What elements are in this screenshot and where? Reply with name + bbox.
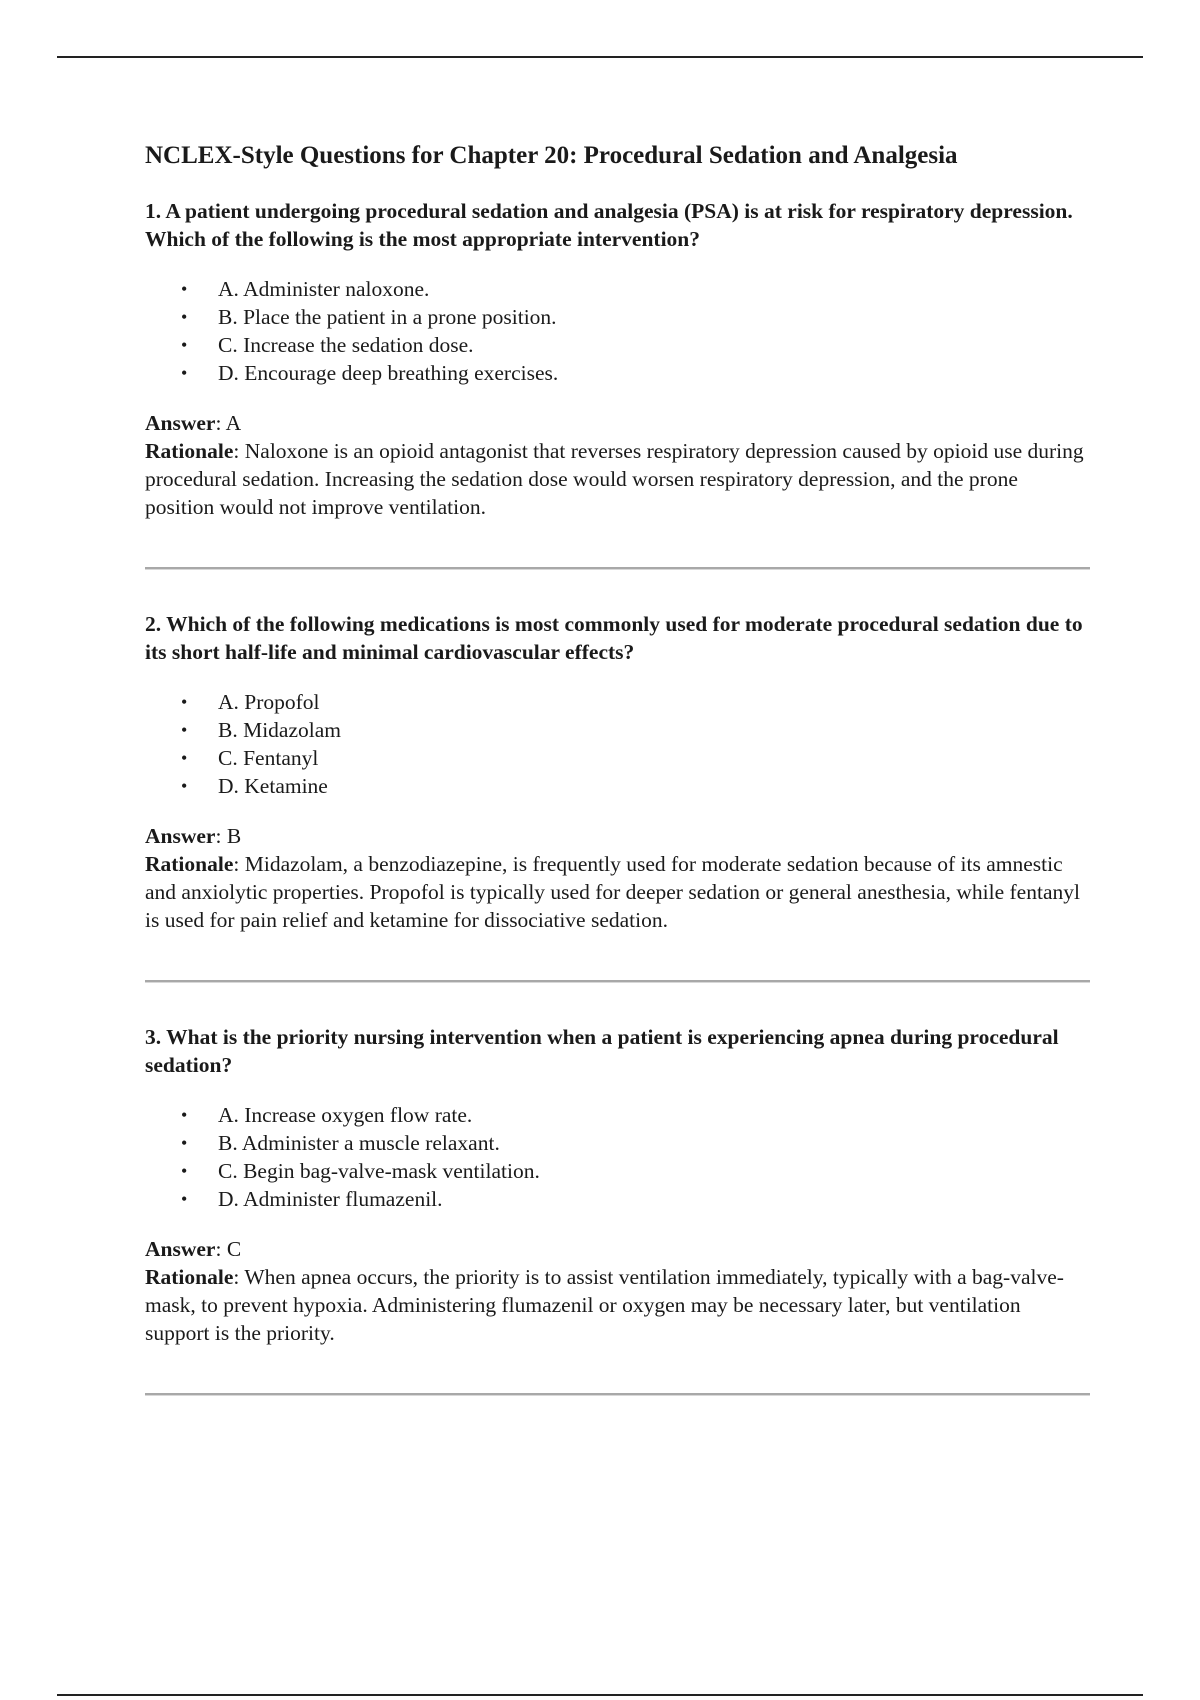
answer-value: C	[226, 1236, 242, 1261]
option-label: C. Fentanyl	[218, 745, 319, 770]
answer-label: Answer	[145, 823, 216, 848]
option-item	[145, 303, 1090, 331]
question-block	[145, 1023, 1090, 1347]
option-label: A. Propofol	[218, 689, 320, 714]
option-label: D. Ketamine	[218, 773, 328, 798]
bullet-icon: •	[181, 1188, 188, 1209]
bullet-icon: •	[181, 747, 188, 768]
option-item	[145, 1185, 1090, 1213]
option-label: B. Place the patient in a prone position.	[218, 304, 557, 329]
question-text: 3. What is the priority nursing intervention when a patient is experiencing apnea during procedural sedation?	[145, 1024, 1059, 1077]
rationale-paragraph: Rationale: Naloxone is an opioid antagonist that reverses respiratory depression caused by opioid use during procedural sedation. Increasing the sedation dose would worsen respiratory depression, and the prone position would not improve ventilation.	[145, 438, 1084, 519]
answer-options-list	[145, 688, 1090, 800]
bullet-icon: •	[181, 691, 188, 712]
bullet-icon: •	[181, 1104, 188, 1125]
question-block	[145, 197, 1090, 521]
option-label: A. Administer naloxone.	[218, 276, 430, 301]
answer-value: B	[226, 823, 242, 848]
answer-label: Answer	[145, 410, 216, 435]
answer-options-list	[145, 275, 1090, 387]
option-label: A. Increase oxygen flow rate.	[218, 1102, 473, 1127]
answer-value: A	[225, 410, 242, 435]
bullet-icon: •	[181, 1160, 188, 1181]
option-label: D. Encourage deep breathing exercises.	[218, 360, 559, 385]
option-item	[145, 1129, 1090, 1157]
question-text: 2. Which of the following medications is most commonly used for moderate procedural sedation due to its short half-life and minimal cardiovascular effects?	[145, 611, 1083, 664]
option-item	[145, 331, 1090, 359]
option-label: D. Administer flumazenil.	[218, 1186, 443, 1211]
bullet-icon: •	[181, 719, 188, 740]
option-item	[145, 1101, 1090, 1129]
rationale-label: Rationale	[145, 1264, 234, 1289]
option-label: B. Administer a muscle relaxant.	[218, 1130, 500, 1155]
option-item	[145, 744, 1090, 772]
answer-options-list	[145, 1101, 1090, 1213]
option-item	[145, 688, 1090, 716]
option-item	[145, 275, 1090, 303]
option-label: B. Midazolam	[218, 717, 342, 742]
option-item	[145, 716, 1090, 744]
rationale-paragraph: Rationale: Midazolam, a benzodiazepine, is frequently used for moderate sedation because of its amnestic and anxiolytic properties. Propofol is typically used for deeper sedation or general anesthesia, while fentanyl is used for pain relief and ketamine for dissociative sedation.	[145, 851, 1080, 932]
document-title: NCLEX-Style Questions for Chapter 20: Procedural Sedation and Analgesia	[145, 142, 958, 169]
document-body	[145, 140, 1090, 1436]
rationale-text: Naloxone is an opioid antagonist that reverses respiratory depression caused by opioid use during procedural sedation. Increasing the sedation dose would worsen respiratory depression, and the prone position would not improve ventilation.	[145, 438, 1084, 519]
rationale-label: Rationale	[145, 438, 234, 463]
option-label: C. Increase the sedation dose.	[218, 332, 474, 357]
rationale-label: Rationale	[145, 851, 234, 876]
rationale-paragraph: Rationale: When apnea occurs, the priority is to assist ventilation immediately, typically with a bag-valve-mask, to prevent hypoxia. Administering flumazenil or oxygen may be necessary later, but ventilation support is the priority.	[145, 1264, 1064, 1345]
bullet-icon: •	[181, 362, 188, 383]
bullet-icon: •	[181, 775, 188, 796]
page-bottom-rule	[57, 1694, 1143, 1696]
question-block	[145, 610, 1090, 934]
bullet-icon: •	[181, 306, 188, 327]
rationale-text: Midazolam, a benzodiazepine, is frequently used for moderate sedation because of its amnestic and anxiolytic properties. Propofol is typically used for deeper sedation or general anesthesia, while fentanyl is used for pain relief and ketamine for dissociative sedation.	[145, 851, 1080, 932]
section-divider	[145, 980, 1090, 983]
answer-label: Answer	[145, 1236, 216, 1261]
question-text: 1. A patient undergoing procedural sedation and analgesia (PSA) is at risk for respiratory depression. Which of the following is the most appropriate intervention?	[145, 198, 1073, 251]
option-item	[145, 1157, 1090, 1185]
option-item	[145, 359, 1090, 387]
bullet-icon: •	[181, 278, 188, 299]
page-top-rule	[57, 56, 1143, 58]
answer-line: Answer: A	[145, 410, 242, 435]
bullet-icon: •	[181, 1132, 188, 1153]
option-label: C. Begin bag-valve-mask ventilation.	[218, 1158, 540, 1183]
section-divider	[145, 1393, 1090, 1396]
option-item	[145, 772, 1090, 800]
bullet-icon: •	[181, 334, 188, 355]
answer-line: Answer: B	[145, 823, 242, 848]
answer-line: Answer: C	[145, 1236, 242, 1261]
section-divider	[145, 567, 1090, 570]
rationale-text: When apnea occurs, the priority is to assist ventilation immediately, typically with a bag-valve-mask, to prevent hypoxia. Administering flumazenil or oxygen may be necessary later, but ventilation support is the priority.	[145, 1264, 1064, 1345]
